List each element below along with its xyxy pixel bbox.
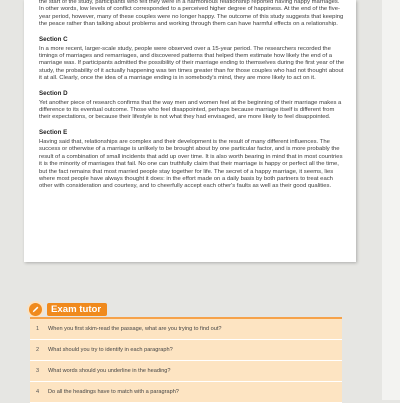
question-number: 4 [36,389,40,395]
section-title: Section D [39,89,68,97]
section-d [39,90,346,122]
question-number: 3 [36,368,40,374]
tutor-question [30,361,342,382]
section-c [39,36,346,83]
question-number: 1 [36,326,40,332]
section-title: Section C [39,35,68,43]
reading-passage-page [24,0,356,262]
section-e [39,129,346,191]
question-text: Do all the headings have to match with a paragraph? [48,389,179,395]
section-paragraph: In a more recent, larger-scale study, people were observed over a 15-year period. The researchers recorded the timings of marriages and remarriages, and discovered patterns that helped them estimate how likely the end of a marriage was. If participants admitted the possibility of their marriage ending to themselves during the first year of the study, the probability of it actually happening was ten times greater than for those couples who had not thought about it at all. Clearly, once the idea of a marriage ending is in somebody's mind, they are more likely to act on it. [39,45,345,82]
tutor-question [30,340,342,361]
page-margin-strip [382,0,400,400]
question-number: 2 [36,347,40,353]
exam-tutor-panel [26,300,344,400]
section-paragraph: Yet another piece of research confirms that the way men and women feel at the beginning of their marriage makes a difference to its eventual outcome. Those who feel disappointed, perhaps because marriage itself is different from their expectations, or because their lifestyle is not what they had envisaged, are more likely to feel disappointed. [39,99,342,121]
exam-tutor-questions [30,317,342,402]
section-title: Section E [39,128,68,136]
exam-tutor-header [29,302,119,316]
question-text: What words should you underline in the heading? [48,368,171,374]
intro-paragraph: the start of the study, participants who felt they were in a harmonious relationship reported having happy marriages. In other words, low levels of conflict corresponded to a perceived higher degree of happiness. At the end of the five-year period, however, many of these couples were no longer happy. The outcome of this study suggests that keeping the peace rather than talking about problems and working through them can have harmful effects on a relationship. [39,0,344,28]
section-paragraph: Having said that, relationships are complex and their development is the result of many different influences. The success or otherwise of a marriage is unlikely to be brought about by one particular factor, and is more probably the result of a combination of small incidents that add up over time. It is also worth bearing in mind that in most countries it is the minority of marriages that fail. No one can truthfully claim that their marriage is happy or perfect all the time, but the fact remains that most married people stay together for life. The secret of a happy marriage, it seems, lies where most people have always thought it does: in the effort made on a daily basis by both partners to treat each other with consideration and courtesy, and to cheerfully accept each other's faults as well as their good qualities. [39,138,343,190]
exam-tutor-title: Exam tutor [47,303,107,316]
question-text: When you first skim-read the passage, what are you trying to find out? [48,326,222,332]
tutor-question [30,319,342,340]
question-text: What should you try to identify in each paragraph? [48,347,173,353]
pencil-icon [29,303,42,316]
